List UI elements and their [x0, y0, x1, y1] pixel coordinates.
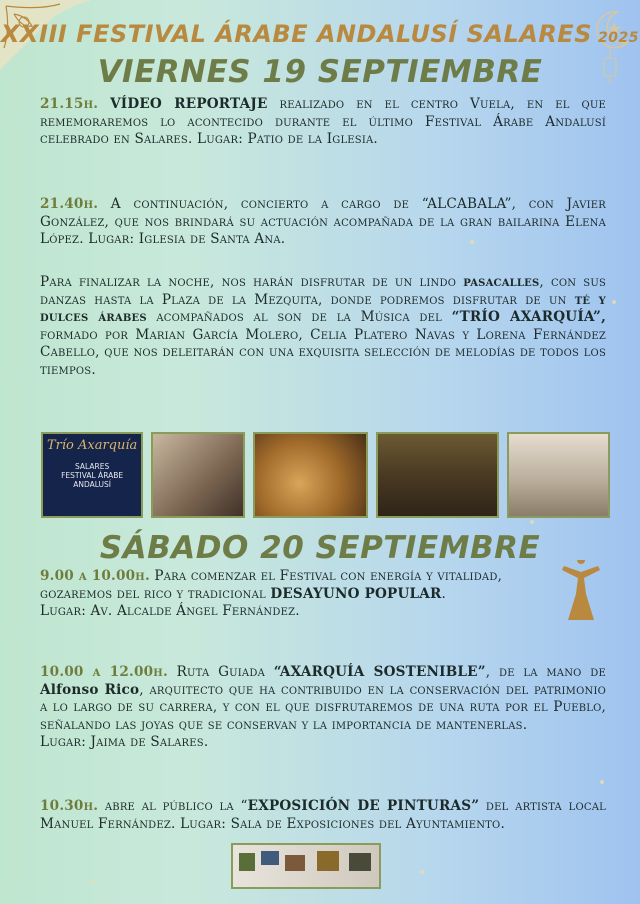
saturday-exhibition-paragraph	[40, 798, 606, 833]
photo-crowd	[376, 432, 499, 518]
friday-pasacalles-paragraph	[40, 274, 606, 379]
painting-frame	[239, 853, 255, 871]
time-label: 9.00 a 10.00h.	[40, 568, 150, 584]
bold-text: DESAYUNO POPULAR	[270, 585, 442, 602]
paragraph-text: .	[441, 585, 447, 602]
friday-concert-paragraph	[40, 196, 606, 249]
saturday-route-paragraph	[40, 664, 606, 752]
bold-text: Alfonso Rico	[40, 681, 140, 698]
paragraph-text: Lugar: Jaima de Salares.	[40, 734, 209, 750]
paragraph-text: acompañados al son de la Música del	[146, 309, 452, 325]
paragraph-text: abre al público la “	[98, 798, 248, 814]
painting-frame	[261, 851, 279, 865]
paragraph-text: del artista local Manuel Fernández. Lugar: Sala de Exposiciones del Ayuntamiento.	[40, 798, 607, 832]
festival-name: XXIII FESTIVAL ÁRABE ANDALUSÍ SALARES	[1, 20, 592, 48]
festival-year: 2025	[597, 30, 639, 46]
paragraph-text: , de la mano de	[485, 664, 606, 680]
paragraph-text: formado por Marian García Molero, Celia Platero Navas y Lorena Fernández Cabello, que nos deleitarán con una exquisita selección de melodías de todos los tiempos.	[40, 326, 606, 378]
photo-hall	[507, 432, 610, 518]
bold-text: pasacalles	[463, 274, 540, 290]
paragraph-text: Para finalizar la noche, nos harán disfrutar de un lindo	[40, 274, 464, 290]
bold-text: “AXARQUÍA SOSTENIBLE”	[273, 664, 486, 680]
bold-text: té y dulces árabes	[40, 291, 606, 325]
paragraph-text: gozaremos del rico y tradicional	[40, 585, 271, 602]
paragraph-text: realizado en el centro Vuela, en el que rememoraremos lo acontecido durante el último Festival Árabe Andalusí celebrado en Salares. Lugar: Patio de la Iglesia.	[40, 96, 606, 147]
dancer-silhouette-icon	[556, 560, 606, 622]
bold-text: EXPOSICIÓN DE PINTURAS”	[247, 798, 480, 814]
festival-title	[0, 20, 640, 48]
paragraph-text: Ruta Guiada	[167, 664, 274, 680]
bold-text: “TRÍO AXARQUÍA”,	[451, 309, 606, 325]
photo-painting-exhibition	[231, 843, 381, 889]
sparkle	[530, 520, 534, 524]
paragraph-text: , arquitecto que ha contribuido en la conservación del patrimonio a lo largo de su carrera, y con el que disfrutaremos de una ruta por el Pueblo, señalando las joyas que se conservan y la importancia de mantenerlas.	[40, 681, 607, 733]
paragraph-text: , con sus danzas hasta la Plaza de la Mezquita, donde podremos disfrutar de un	[40, 274, 606, 308]
trio-axarquia-poster	[41, 432, 143, 518]
paragraph-text: Lugar: Av. Alcalde Ángel Fernández.	[40, 603, 300, 619]
poster-line: FESTIVAL ÁRABE ANDALUSÍ	[61, 471, 124, 489]
painting-frame	[317, 851, 339, 871]
photo-arab-sweets	[253, 432, 368, 518]
sparkle	[470, 240, 474, 244]
friday-video-paragraph	[40, 96, 606, 149]
paragraph-text: A continuación, concierto a cargo de “ALCABALA”, con Javier González, que nos brindará su actuación acompañada de la gran bailarina Elena López. Lugar: Iglesia de Santa Ana.	[40, 196, 606, 247]
paragraph-text: Para comenzar el Festival con energía y vitalidad,	[149, 568, 503, 584]
painting-frame	[285, 855, 305, 871]
saturday-breakfast-paragraph	[40, 568, 608, 621]
time-label: 10.00 a 12.00h.	[40, 664, 168, 680]
sparkle	[420, 870, 424, 874]
friday-title: VIERNES 19 SEPTIEMBRE	[97, 54, 543, 90]
sparkle	[612, 300, 616, 304]
sparkle	[600, 780, 604, 784]
poster-subtitle	[43, 462, 141, 489]
sparkle	[90, 880, 94, 884]
photo-people	[151, 432, 244, 518]
poster-line: SALARES	[75, 462, 110, 471]
poster-title: Trío Axarquía	[46, 438, 138, 453]
time-label: 21.15h.	[40, 96, 99, 112]
bold-text: VÍDEO REPORTAJE	[110, 96, 268, 112]
time-label: 10.30h.	[40, 798, 99, 814]
painting-frame	[349, 853, 371, 871]
saturday-title: SÁBADO 20 SEPTIEMBRE	[99, 530, 541, 566]
friday-photo-strip	[41, 432, 610, 518]
time-label: 21.40h.	[40, 196, 99, 212]
